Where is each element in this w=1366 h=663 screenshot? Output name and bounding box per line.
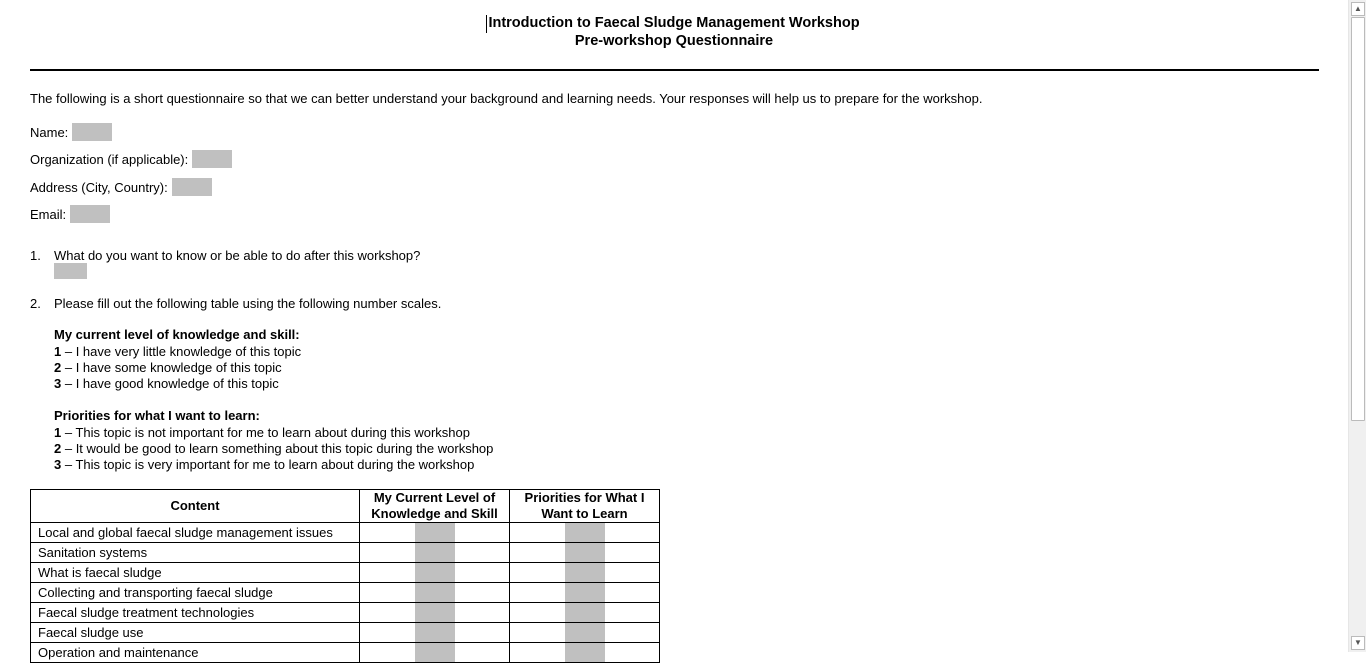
scrollbar-thumb[interactable] [1351, 17, 1365, 421]
vertical-scrollbar[interactable] [1348, 0, 1366, 652]
name-row [30, 123, 112, 141]
table-row [31, 643, 660, 663]
question-2-number: 2. [30, 296, 41, 311]
organization-label: Organization (if applicable): [30, 151, 189, 167]
scroll-up-icon[interactable]: ▲ [1351, 2, 1365, 16]
table-row [31, 563, 660, 583]
priority-input-cell[interactable] [510, 603, 660, 623]
knowledge-scale-item: 1 – I have very little knowledge of this topic [54, 344, 302, 359]
email-input[interactable] [70, 205, 110, 223]
level-input-cell[interactable] [360, 583, 510, 603]
table-cell-content: Operation and maintenance [31, 643, 360, 663]
scroll-down-icon[interactable]: ▼ [1351, 636, 1365, 650]
level-column-header: My Current Level of Knowledge and Skill [360, 490, 510, 523]
knowledge-scale [54, 327, 301, 392]
email-label: Email: [30, 206, 67, 222]
header-rule [30, 69, 1319, 71]
priority-scale-item: 1 – This topic is not important for me to learn about during this workshop [54, 425, 470, 440]
content-rating-table [30, 489, 660, 663]
organization-input[interactable] [192, 150, 232, 168]
table-row [31, 523, 660, 543]
table-header-row [31, 490, 660, 523]
knowledge-scale-item: 3 – I have good knowledge of this topic [54, 376, 279, 391]
email-row [30, 205, 110, 223]
level-input-cell[interactable] [360, 623, 510, 643]
level-input-cell[interactable] [360, 643, 510, 663]
name-label: Name: [30, 124, 69, 140]
table-row [31, 603, 660, 623]
table-cell-content: Faecal sludge use [31, 623, 360, 643]
level-input-cell[interactable] [360, 523, 510, 543]
priority-input-cell[interactable] [510, 623, 660, 643]
intro-paragraph: The following is a short questionnaire so that we can better understand your background and learning needs. Your responses will help us to prepare for the workshop. [30, 91, 983, 106]
priority-input-cell[interactable] [510, 583, 660, 603]
priority-scale [54, 408, 493, 473]
text-cursor [486, 15, 487, 33]
question-1-number: 1. [30, 248, 41, 263]
document-title: Introduction to Faecal Sludge Management Workshop [488, 15, 860, 31]
priority-column-header: Priorities for What I Want to Learn [510, 490, 660, 523]
address-input[interactable] [172, 178, 212, 196]
table-cell-content: Collecting and transporting faecal sludge [31, 583, 360, 603]
table-row [31, 583, 660, 603]
question-1-answer-input[interactable] [54, 263, 87, 279]
content-column-header: Content [31, 490, 360, 523]
table-cell-content: Faecal sludge treatment technologies [31, 603, 360, 623]
table-cell-content: Sanitation systems [31, 543, 360, 563]
table-cell-content: What is faecal sludge [31, 563, 360, 583]
level-input-cell[interactable] [360, 543, 510, 563]
document-subtitle: Pre-workshop Questionnaire [574, 33, 774, 49]
level-input-cell[interactable] [360, 563, 510, 583]
level-input-cell[interactable] [360, 603, 510, 623]
address-row [30, 178, 212, 196]
question-1-text: What do you want to know or be able to do after this workshop? [54, 248, 421, 263]
address-label: Address (City, Country): [30, 179, 168, 195]
table-row [31, 623, 660, 643]
priority-input-cell[interactable] [510, 563, 660, 583]
organization-row [30, 150, 232, 168]
table-row [31, 543, 660, 563]
priority-input-cell[interactable] [510, 543, 660, 563]
priority-scale-item: 2 – It would be good to learn something about this topic during the workshop [54, 441, 494, 456]
name-input[interactable] [72, 123, 112, 141]
question-2-text: Please fill out the following table using the following number scales. [54, 296, 442, 311]
priority-scale-item: 3 – This topic is very important for me to learn about during the workshop [54, 457, 475, 472]
knowledge-scale-heading: My current level of knowledge and skill: [54, 327, 300, 342]
priority-scale-heading: Priorities for what I want to learn: [54, 408, 260, 423]
table-cell-content: Local and global faecal sludge management issues [31, 523, 360, 543]
priority-input-cell[interactable] [510, 523, 660, 543]
knowledge-scale-item: 2 – I have some knowledge of this topic [54, 360, 282, 375]
priority-input-cell[interactable] [510, 643, 660, 663]
